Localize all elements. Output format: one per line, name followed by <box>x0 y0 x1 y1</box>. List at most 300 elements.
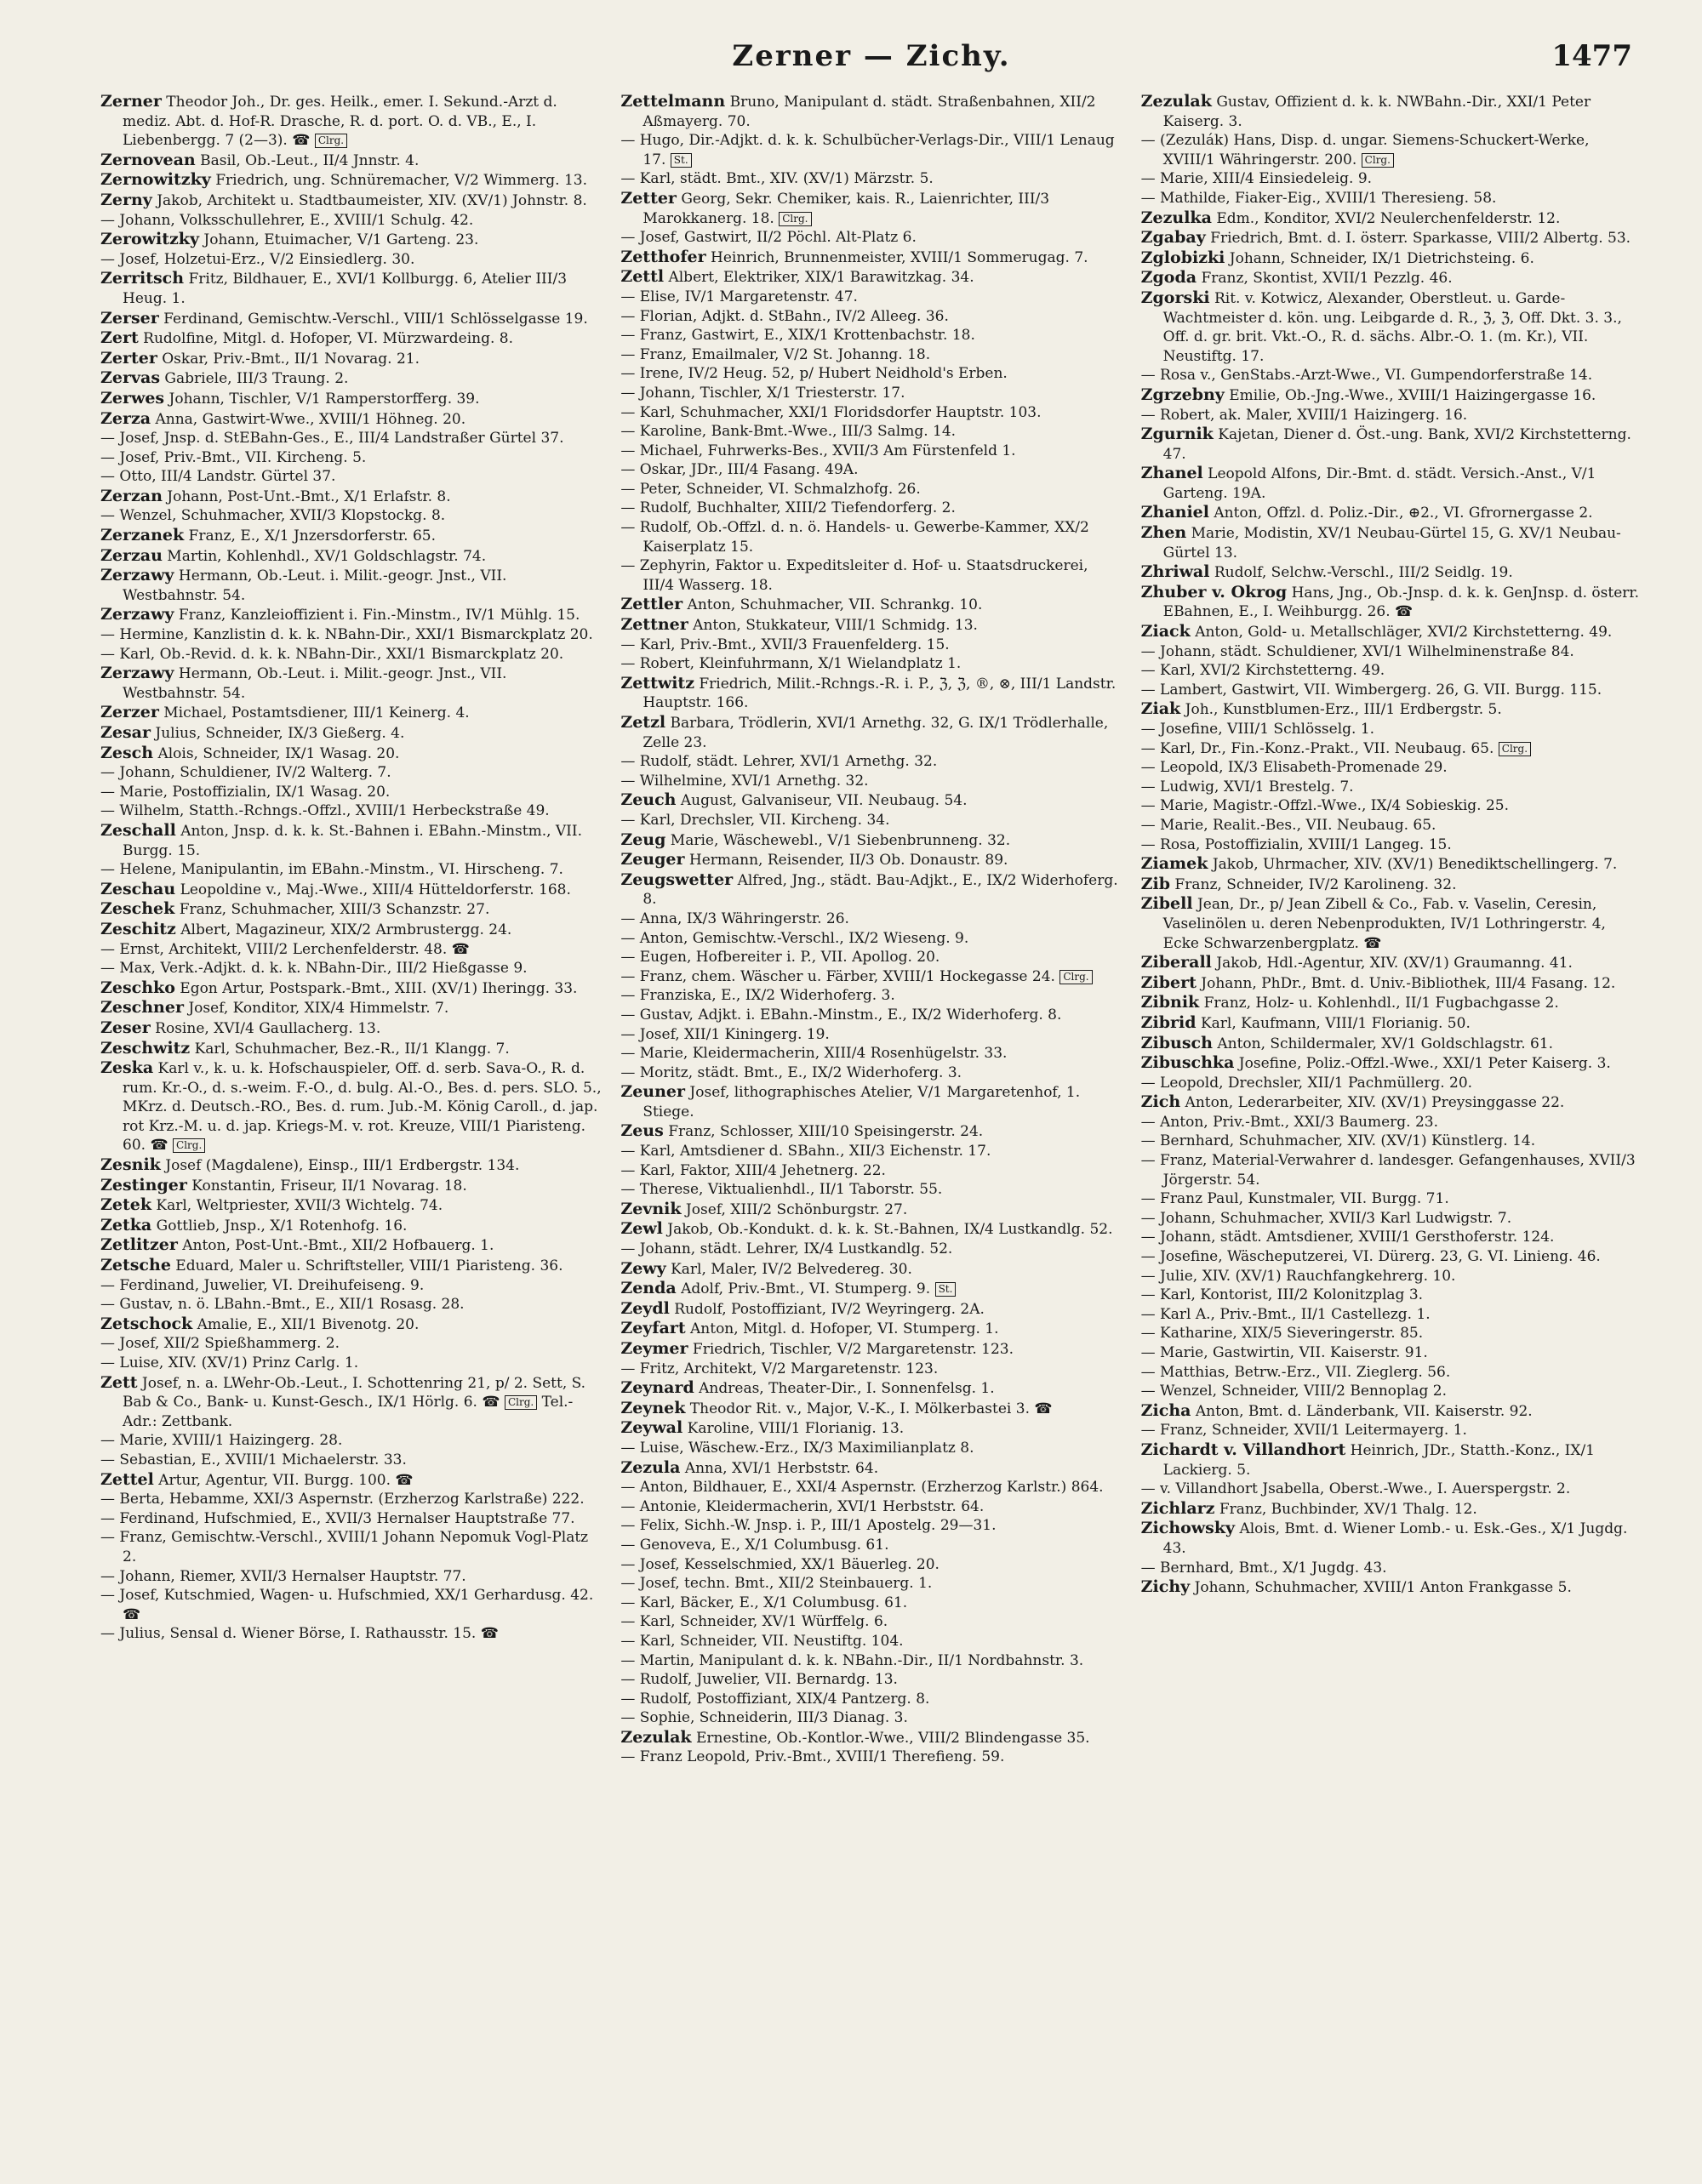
entry-details: — Karl, Drechsler, VII. Kircheng. 34. <box>620 811 890 829</box>
entry-surname: Zhen <box>1140 523 1187 543</box>
directory-entry <box>620 1339 1122 1360</box>
entry-details: — Karl A., Priv.-Bmt., II/1 Castellezg. 1. <box>1140 1305 1431 1323</box>
entry-surname: Zeschau <box>100 879 176 898</box>
directory-entry <box>100 1256 602 1276</box>
entry-surname: Zettwitz <box>620 673 694 693</box>
entry-details: Anton, Post-Unt.-Bmt., XII/2 Hofbauerg. 1. <box>177 1237 494 1255</box>
entry-details: Karl, Schuhmacher, Bez.-R., II/1 Klangg. 7. <box>190 1040 510 1058</box>
directory-sub-entry <box>100 645 602 664</box>
directory-sub-entry <box>100 1295 602 1314</box>
directory-sub-entry <box>1141 1228 1642 1247</box>
directory-entry <box>100 328 602 349</box>
directory-entry <box>1141 523 1642 562</box>
entry-details: — Karl, XVI/2 Kirchstetterng. 49. <box>1140 662 1385 680</box>
entry-details: Albert, Magazineur, XIX/2 Armbrustergg. 24. <box>175 921 512 938</box>
directory-entry <box>100 821 602 860</box>
entry-details: — Hugo, Dir.-Adjkt. d. k. k. Schulbücher-Verlags-Dir., VIII/1 Lenaug 17. <box>620 132 1115 168</box>
entry-details: — Karl, Schneider, XV/1 Würffelg. 6. <box>620 1613 888 1631</box>
registration-badge: Clrg. <box>173 1138 205 1153</box>
entry-details: — Josef, Kutschmied, Wagen- u. Hufschmied, XX/1 Gerhardusg. 42. ☎ <box>100 1587 594 1623</box>
entry-surname: Zesnik <box>100 1155 161 1175</box>
directory-entry <box>100 1039 602 1059</box>
entry-surname: Zeschner <box>100 998 184 1018</box>
entry-surname: Zeska <box>100 1058 154 1078</box>
entry-details: Anton, Gold- u. Metallschläger, XVI/2 Kirchstetterng. 49. <box>1190 624 1613 642</box>
directory-sub-entry <box>620 1142 1122 1161</box>
entry-details: — Bernhard, Bmt., X/1 Jugdg. 43. <box>1140 1559 1387 1577</box>
directory-sub-entry <box>620 752 1122 772</box>
entry-details: Karl v., k. u. k. Hofschauspieler, Off. d. serb. Sava-O., R. d. rum. Kr.-O., d. s.-weim. F.-O., d. bulg. Al.-O., Bes. d. pers. SLO. 5., MKrz. d. Deutsch.-RO., Bes. d. rum. Jub.-M. König Caroll., d. jap. rot Krz.-M. u. d. jap. Kriegs-M. v. rot. Kreuze, VIII/1 Piaristeng. 60. ☎ <box>123 1060 602 1155</box>
directory-sub-entry <box>620 948 1122 967</box>
entry-details: Ernestine, Ob.-Kontlor.-Wwe., VIII/2 Blindengasse 35. <box>691 1729 1090 1747</box>
entry-details: Rudolf, Selchw.-Verschl., III/2 Seidlg. 19. <box>1209 564 1513 582</box>
directory-entry <box>620 1378 1122 1399</box>
entry-details: Leopold Alfons, Dir.-Bmt. d. städt. Versich.-Anst., V/1 Garteng. 19A. <box>1162 465 1596 502</box>
directory-sub-entry <box>620 1025 1122 1045</box>
entry-details: — Josef, Priv.-Bmt., VII. Kircheng. 5. <box>100 448 367 466</box>
registration-badge: St. <box>671 153 692 168</box>
directory-entry <box>100 230 602 250</box>
directory-sub-entry <box>620 1555 1122 1575</box>
directory-entry <box>100 998 602 1018</box>
entry-surname: Zgoda <box>1140 268 1197 288</box>
entry-details: Alfred, Jng., städt. Bau-Adjkt., E., IX/2 Widerhoferg. 8. <box>643 871 1118 909</box>
entry-surname: Zerser <box>100 308 159 328</box>
entry-surname: Zeydl <box>620 1298 670 1318</box>
directory-sub-entry <box>620 1651 1122 1671</box>
entry-surname: Zerritsch <box>100 269 185 288</box>
entry-details: — Karl, Kontorist, III/2 Kolonitzplag 3. <box>1140 1286 1424 1304</box>
entry-surname: Zhuber v. Okrog <box>1140 582 1288 602</box>
entry-details: Fritz, Bildhauer, E., XVI/1 Kollburgg. 6, Atelier III/3 Heug. 1. <box>123 271 568 307</box>
entry-details: Martin, Kohlenhdl., XV/1 Goldschlagstr. 74. <box>162 547 487 565</box>
directory-sub-entry <box>620 1516 1122 1536</box>
entry-details: — Bernhard, Schuhmacher, XIV. (XV/1) Künstlerg. 14. <box>1140 1132 1536 1150</box>
directory-entry <box>1141 228 1642 248</box>
entry-details: — Leopold, IX/3 Elisabeth-Promenade 29. <box>1140 759 1448 777</box>
entry-details: — Lambert, Gastwirt, VII. Wimbergerg. 26, G. VII. Burgg. 115. <box>1140 681 1602 699</box>
directory-entry <box>100 703 602 723</box>
directory-entry <box>1141 993 1642 1013</box>
entry-details: Gabriele, III/3 Traung. 2. <box>160 370 349 388</box>
entry-details: Oskar, Priv.-Bmt., II/1 Novarag. 21. <box>157 350 420 368</box>
directory-sub-entry <box>620 654 1122 674</box>
directory-sub-entry <box>1141 796 1642 816</box>
entry-details: — Johann, Tischler, X/1 Triesterstr. 17. <box>620 384 905 402</box>
entry-surname: Zibell <box>1140 894 1193 914</box>
entry-details: — Karl, Priv.-Bmt., XVII/3 Frauenfelderg. 15. <box>620 636 950 653</box>
entry-details: Josef, lithographisches Atelier, V/1 Margaretenhof, 1. Stiege. <box>643 1084 1081 1121</box>
directory-entry <box>100 920 602 940</box>
entry-surname: Zhaniel <box>1140 503 1209 522</box>
directory-sub-entry <box>100 860 602 880</box>
entry-surname: Ziamek <box>1140 854 1208 874</box>
directory-column-left <box>100 92 602 1767</box>
directory-entry <box>100 1314 602 1335</box>
entry-surname: Zibnik <box>1140 993 1200 1012</box>
entry-details: — Franziska, E., IX/2 Widerhoferg. 3. <box>620 987 895 1005</box>
entry-details: Theodor Joh., Dr. ges. Heilk., emer. I. Sekund.-Arzt d. mediz. Abt. d. Hof-R. Drasche, R. d. port. O. d. VB., E., I. Liebenbergg. 7 (2—3). ☎ <box>123 94 557 150</box>
entry-details: — Robert, Kleinfuhrmann, X/1 Wielandplatz 1. <box>620 655 962 673</box>
entry-details: — Sophie, Schneiderin, III/3 Dianag. 3. <box>620 1709 908 1727</box>
entry-surname: Zeschwitz <box>100 1038 191 1058</box>
entry-details: — Marie, XVIII/1 Haizingerg. 28. <box>100 1432 343 1450</box>
directory-sub-entry <box>1141 739 1642 759</box>
entry-details: — Ferdinand, Juwelier, VI. Dreihufeiseng. 9. <box>100 1276 425 1294</box>
entry-details: — Johann, städt. Amtsdiener, XVIII/1 Gersthoferstr. 124. <box>1140 1229 1555 1246</box>
entry-details: Johann, Post-Unt.-Bmt., X/1 Erlafstr. 8. <box>162 488 451 505</box>
entry-surname: Zewy <box>620 1258 666 1278</box>
directory-entry <box>1141 1401 1642 1422</box>
entry-details: — Josef, Holzetui-Erz., V/2 Einsiedlerg. 30. <box>100 250 415 268</box>
entry-details: — Marie, Gastwirtin, VII. Kaiserstr. 91. <box>1140 1344 1428 1361</box>
entry-surname: Zeser <box>100 1018 151 1037</box>
entry-surname: Zeynard <box>620 1378 694 1398</box>
entry-surname: Zgrzebny <box>1140 385 1225 404</box>
entry-details: — Oskar, JDr., III/4 Fasang. 49A. <box>620 461 859 479</box>
entry-details: — Karl, Amtsdiener d. SBahn., XII/3 Eichenstr. 17. <box>620 1143 991 1160</box>
directory-sub-entry <box>1141 720 1642 739</box>
entry-details: Josef (Magdalene), Einsp., III/1 Erdbergstr. 134. <box>160 1157 520 1175</box>
directory-entry <box>100 151 602 171</box>
entry-details: — Marie, Magistr.-Offzl.-Wwe., IX/4 Sobieskig. 25. <box>1140 797 1509 815</box>
directory-sub-entry <box>620 364 1122 384</box>
entry-details: — Fritz, Architekt, V/2 Margaretenstr. 123. <box>620 1360 939 1377</box>
entry-details: Josef, XIII/2 Schönburgstr. 27. <box>681 1200 908 1218</box>
entry-surname: Zenda <box>620 1279 677 1298</box>
directory-sub-entry <box>1141 189 1642 208</box>
directory-entry <box>100 1235 602 1256</box>
directory-sub-entry <box>620 1612 1122 1632</box>
directory-entry <box>620 674 1122 713</box>
entry-details: — Martin, Manipulant d. k. k. NBahn.-Dir., II/1 Nordbahnstr. 3. <box>620 1651 1084 1669</box>
entry-surname: Zewl <box>620 1219 663 1239</box>
directory-sub-entry <box>620 1439 1122 1458</box>
directory-sub-entry <box>1141 1209 1642 1229</box>
directory-entry <box>620 790 1122 811</box>
entry-surname: Zezulak <box>620 1727 692 1747</box>
directory-entry <box>1141 1053 1642 1074</box>
entry-details: Michael, Postamtsdiener, III/1 Keinerg. 4. <box>158 704 470 722</box>
entry-details: Anton, Mitgl. d. Hofoper, VI. Stumperg. 1. <box>685 1320 999 1338</box>
entry-surname: Zglobizki <box>1140 248 1225 267</box>
directory-entry <box>620 615 1122 636</box>
entry-surname: Ziberall <box>1140 953 1212 972</box>
directory-entry <box>1141 425 1642 464</box>
entry-surname: Zich <box>1140 1092 1181 1112</box>
directory-sub-entry <box>620 1632 1122 1651</box>
directory-sub-entry <box>620 1574 1122 1594</box>
entry-details: — Michael, Fuhrwerks-Bes., XVII/3 Am Fürstenfeld 1. <box>620 442 1016 459</box>
entry-details: — Anton, Priv.-Bmt., XXI/3 Baumerg. 23. <box>1140 1113 1438 1131</box>
entry-surname: Zichlarz <box>1140 1498 1215 1518</box>
entry-surname: Zettelmann <box>620 92 726 111</box>
directory-sub-entry <box>1141 1421 1642 1440</box>
directory-sub-entry <box>620 1063 1122 1083</box>
directory-entry <box>100 309 602 329</box>
directory-sub-entry <box>620 228 1122 248</box>
directory-sub-entry <box>100 1624 602 1644</box>
directory-sub-entry <box>620 556 1122 595</box>
directory-entry <box>100 526 602 546</box>
directory-sub-entry <box>620 1594 1122 1613</box>
entry-surname: Zeywal <box>620 1418 683 1438</box>
directory-sub-entry <box>1141 406 1642 425</box>
entry-details: — Franz, Emailmaler, V/2 St. Johanng. 18. <box>620 345 931 363</box>
entry-surname: Zgabay <box>1140 228 1206 248</box>
entry-details: Anton, Bmt. d. Länderbank, VII. Kaiserstr. 92. <box>1191 1402 1533 1420</box>
directory-entry <box>1141 268 1642 288</box>
directory-entry <box>100 546 602 567</box>
entry-details: — Marie, Kleidermacherin, XIII/4 Rosenhügelstr. 33. <box>620 1045 1008 1063</box>
directory-entry <box>1141 1092 1642 1113</box>
directory-entry <box>620 870 1122 910</box>
directory-sub-entry <box>620 1044 1122 1063</box>
entry-details: — Rosa v., GenStabs.-Arzt-Wwe., VI. Gumpendorferstraße 14. <box>1140 367 1593 385</box>
entry-details: Adolf, Priv.-Bmt., VI. Stumperg. 9. <box>676 1280 935 1298</box>
directory-sub-entry <box>620 1161 1122 1181</box>
entry-surname: Zerzer <box>100 703 159 722</box>
directory-entry <box>620 1728 1122 1748</box>
directory-entry <box>1141 385 1642 406</box>
entry-details: Anna, XVI/1 Herbststr. 64. <box>680 1459 879 1477</box>
entry-details: Franz, Buchbinder, XV/1 Thalg. 12. <box>1214 1500 1477 1518</box>
directory-sub-entry <box>1141 1132 1642 1151</box>
directory-sub-entry <box>1141 681 1642 700</box>
entry-details: — Anna, IX/3 Währingerstr. 26. <box>620 910 849 927</box>
directory-entry <box>1141 699 1642 720</box>
entry-details: Basil, Ob.-Leut., II/4 Jnnstr. 4. <box>195 151 420 169</box>
entry-details: Rudolf, Postoffiziant, IV/2 Weyringerg. 2A. <box>669 1300 985 1318</box>
entry-details: — Johann, Schuhmacher, XVII/3 Karl Ludwigstr. 7. <box>1140 1209 1512 1227</box>
directory-entry <box>1141 973 1642 994</box>
directory-entry <box>100 605 602 625</box>
directory-entry <box>1141 464 1642 503</box>
entry-details: Anton, Schuhmacher, VII. Schrankg. 10. <box>683 596 983 614</box>
directory-sub-entry <box>620 1708 1122 1728</box>
entry-details: Kajetan, Diener d. Öst.-ung. Bank, XVI/2 Kirchstetterng. 47. <box>1162 426 1631 463</box>
directory-sub-entry <box>100 1451 602 1470</box>
entry-details: — Rudolf, Buchhalter, XIII/2 Tiefendorferg. 2. <box>620 499 956 517</box>
directory-sub-entry <box>620 384 1122 403</box>
directory-sub-entry <box>100 1276 602 1296</box>
entry-details: — Josef, Kesselschmied, XX/1 Bäuerleg. 20. <box>620 1555 940 1573</box>
entry-details: — Berta, Hebamme, XXI/3 Aspernstr. (Erzherzog Karlstraße) 222. <box>100 1491 585 1508</box>
directory-sub-entry <box>1141 1559 1642 1578</box>
entry-surname: Zerza <box>100 408 151 428</box>
entry-details: Emilie, Ob.-Jng.-Wwe., XVIII/1 Haizingergasse 16. <box>1224 386 1596 404</box>
directory-sub-entry <box>1141 1267 1642 1286</box>
directory-column-middle <box>620 92 1122 1767</box>
entry-details: — Karl, Faktor, XIII/4 Jehetnerg. 22. <box>620 1161 886 1179</box>
directory-entry <box>620 1219 1122 1240</box>
entry-details: — Karl, Schneider, VII. Neustiftg. 104. <box>620 1632 904 1650</box>
entry-details: — Anton, Bildhauer, E., XXI/4 Aspernstr. (Erzherzog Karlstr.) 864. <box>620 1479 1104 1497</box>
entry-surname: Zettel <box>100 1469 154 1489</box>
entry-details: Heinrich, Brunnenmeister, XVIII/1 Sommerugag. 7. <box>705 248 1088 266</box>
directory-entry <box>620 1299 1122 1320</box>
entry-surname: Zezulak <box>1140 92 1212 111</box>
entry-surname: Zeuger <box>620 850 685 870</box>
directory-sub-entry <box>100 783 602 802</box>
directory-sub-entry <box>100 959 602 978</box>
directory-entry <box>1141 208 1642 229</box>
entry-details: — Florian, Adjkt. d. StBahn., IV/2 Alleeg. 36. <box>620 307 949 325</box>
directory-sub-entry <box>1141 131 1642 169</box>
entry-details: — Josef, techn. Bmt., XII/2 Steinbauerg. 1. <box>620 1575 933 1593</box>
entry-details: — Karl, Bäcker, E., X/1 Columbusg. 61. <box>620 1594 908 1611</box>
entry-surname: Zhanel <box>1140 464 1203 483</box>
directory-entry <box>100 1216 602 1236</box>
entry-details: Franz, Holz- u. Kohlenhdl., II/1 Fugbachgasse 2. <box>1199 995 1559 1012</box>
directory-entry <box>620 1418 1122 1439</box>
entry-details: Anton, Offzl. d. Poliz.-Dir., ⊕2., VI. Gfrornergasse 2. <box>1209 505 1593 522</box>
entry-details: Marie, Modistin, XV/1 Neubau-Gürtel 15, G. XV/1 Neubau-Gürtel 13. <box>1162 525 1621 562</box>
registration-badge: Clrg. <box>779 212 811 226</box>
entry-details: Alois, Schneider, IX/1 Wasag. 20. <box>153 744 400 762</box>
directory-sub-entry <box>100 940 602 960</box>
entry-details: Heinrich, JDr., Statth.-Konz., IX/1 Lackierg. 5. <box>1162 1441 1595 1479</box>
entry-details: Jakob, Architekt u. Stadtbaumeister, XIV. (XV/1) Johnstr. 8. <box>151 191 587 209</box>
entry-details: — Franz Leopold, Priv.-Bmt., XVIII/1 Therefieng. 59. <box>620 1748 1005 1766</box>
entry-details: — Elise, IV/1 Margaretenstr. 47. <box>620 288 858 305</box>
entry-surname: Zezulka <box>1140 208 1212 227</box>
entry-details: Joh., Kunstblumen-Erz., III/1 Erdbergstr. 5. <box>1180 701 1502 719</box>
entry-details: — Rudolf, städt. Lehrer, XVI/1 Arnethg. 32. <box>620 753 938 771</box>
entry-details: — Josef, Gastwirt, II/2 Pöchl. Alt-Platz 6. <box>620 229 917 247</box>
directory-entry <box>1141 1577 1642 1598</box>
directory-sub-entry <box>620 772 1122 791</box>
entry-details: — Josef, Jnsp. d. StEBahn-Ges., E., III/4 Landstraßer Gürtel 37. <box>100 430 564 448</box>
entry-details: Hermann, Reisender, II/3 Ob. Donaustr. 89. <box>684 852 1008 870</box>
entry-surname: Zert <box>100 328 139 348</box>
directory-sub-entry <box>620 442 1122 461</box>
entry-details: Albert, Elektriker, XIX/1 Barawitzkag. 34. <box>664 269 974 287</box>
directory-entry <box>100 170 602 191</box>
page-number: 1477 <box>1551 39 1632 73</box>
entry-details: Barbara, Trödlerin, XVI/1 Arnethg. 32, G. IX/1 Trödlerhalle, Zelle 23. <box>643 715 1109 751</box>
entry-surname: Zeschitz <box>100 919 176 938</box>
entry-surname: Zichowsky <box>1140 1519 1236 1538</box>
entry-details: — Johann, städt. Schuldiener, XVI/1 Wilhelminenstraße 84. <box>1140 642 1574 660</box>
entry-details: — Antonie, Kleidermacherin, XVI/1 Herbststr. 64. <box>620 1497 985 1515</box>
entry-surname: Zesar <box>100 723 151 742</box>
entry-surname: Zettler <box>620 595 683 614</box>
entry-details: — Rudolf, Juwelier, VII. Bernardg. 13. <box>620 1671 898 1689</box>
entry-surname: Zibusch <box>1140 1033 1213 1052</box>
directory-entry <box>100 1155 602 1176</box>
entry-surname: Zgurnik <box>1140 425 1214 444</box>
directory-sub-entry <box>620 910 1122 929</box>
directory-sub-entry <box>1141 1480 1642 1499</box>
directory-entry <box>620 713 1122 752</box>
directory-entry <box>620 1458 1122 1479</box>
directory-sub-entry <box>620 1478 1122 1497</box>
directory-sub-entry <box>100 448 602 468</box>
entry-details: — Peter, Schneider, VI. Schmalzhofg. 26. <box>620 480 921 498</box>
entry-details: Johann, Tischler, V/1 Ramperstorfferg. 39. <box>164 390 480 408</box>
entry-surname: Zetzl <box>620 713 666 732</box>
running-head: Zerner — Zichy. <box>732 39 1011 73</box>
registration-badge: Clrg. <box>505 1395 537 1410</box>
entry-details: — v. Villandhort Jsabella, Oberst.-Wwe., I. Auerspergstr. 2. <box>1140 1480 1571 1498</box>
entry-details: — Hermine, Kanzlistin d. k. k. NBahn-Dir., XXI/1 Bismarckplatz 20. <box>100 626 593 644</box>
entry-surname: Zeus <box>620 1121 664 1141</box>
directory-sub-entry <box>100 467 602 487</box>
directory-entry <box>1141 622 1642 642</box>
directory-entry <box>100 880 602 900</box>
entry-surname: Zettner <box>620 615 688 635</box>
entry-details: Franz, Schuhmacher, XIII/3 Schanzstr. 27. <box>174 901 490 919</box>
entry-details: — Ferdinand, Hufschmied, E., XVII/3 Hernalser Hauptstraße 77. <box>100 1509 575 1527</box>
entry-details: Franz, E., X/1 Jnzersdorferstr. 65. <box>184 527 436 545</box>
entry-details: Franz, Schlosser, XIII/10 Speisingerstr. 24. <box>663 1123 984 1141</box>
entry-surname: Zeschall <box>100 820 176 840</box>
directory-entry <box>1141 854 1642 875</box>
directory-entry <box>100 1373 602 1432</box>
directory-entry <box>620 1259 1122 1280</box>
entry-details: Andreas, Theater-Dir., I. Sonnenfelsg. 1. <box>694 1380 995 1398</box>
entry-details: Edm., Konditor, XVI/2 Neulerchenfelderstr. 12. <box>1211 209 1561 227</box>
directory-entry <box>620 850 1122 870</box>
entry-surname: Zervas <box>100 368 161 388</box>
directory-sub-entry <box>620 499 1122 518</box>
directory-entry <box>620 1399 1122 1419</box>
entry-surname: Zezula <box>620 1457 681 1477</box>
entry-details: Anton, Stukkateur, VIII/1 Schmidg. 13. <box>688 617 978 635</box>
entry-details: Karl, Maler, IV/2 Belvedereg. 30. <box>665 1260 912 1278</box>
directory-sub-entry <box>1141 1343 1642 1363</box>
entry-details: Hermann, Ob.-Leut. i. Milit.-geogr. Jnst., VII. Westbahnstr. 54. <box>123 567 507 604</box>
directory-sub-entry <box>620 169 1122 189</box>
entry-surname: Zerowitzky <box>100 230 199 249</box>
entry-details: — Wenzel, Schuhmacher, XVII/3 Klopstockg. 8. <box>100 507 446 525</box>
entry-details: — Josef, XII/2 Spießhammerg. 2. <box>100 1335 340 1353</box>
entry-details: — Rudolf, Ob.-Offzl. d. n. ö. Handels- u. Gewerbe-Kammer, XX/2 Kaiserplatz 15. <box>620 519 1089 556</box>
entry-surname: Zestinger <box>100 1175 187 1195</box>
entry-surname: Zesch <box>100 743 154 762</box>
entry-details: Anton, Lederarbeiter, XIV. (XV/1) Preysinggasse 22. <box>1180 1094 1565 1112</box>
entry-surname: Zetlitzer <box>100 1235 178 1255</box>
directory-sub-entry <box>100 250 602 270</box>
directory-entry <box>620 1319 1122 1339</box>
entry-details: — Moritz, städt. Bmt., E., IX/2 Widerhoferg. 3. <box>620 1063 962 1081</box>
entry-details: Karl, Kaufmann, VIII/1 Florianig. 50. <box>1196 1014 1471 1032</box>
directory-sub-entry <box>1141 1382 1642 1401</box>
entry-details: Friedrich, Bmt. d. I. österr. Sparkasse, VIII/2 Albertg. 53. <box>1205 230 1631 248</box>
directory-sub-entry <box>100 506 602 526</box>
directory-sub-entry <box>620 1497 1122 1517</box>
entry-details: — Wilhelm, Statth.-Rchngs.-Offzl., XVIII/1 Herbeckstraße 49. <box>100 802 550 820</box>
directory-sub-entry <box>620 1240 1122 1259</box>
entry-details: — Therese, Viktualienhdl., II/1 Taborstr. 55. <box>620 1181 943 1199</box>
directory-entry <box>1141 894 1642 953</box>
entry-details: — Rudolf, Postoffiziant, XIX/4 Pantzerg. 8. <box>620 1690 930 1708</box>
directory-entry <box>100 191 602 211</box>
entry-details: Theodor Rit. v., Major, V.-K., I. Mölkerbastei 3. ☎ <box>685 1400 1053 1417</box>
entry-surname: Ziak <box>1140 699 1181 719</box>
entry-details: Johann, PhDr., Bmt. d. Univ.-Bibliothek, III/4 Fasang. 12. <box>1196 974 1616 992</box>
directory-entry <box>100 389 602 409</box>
directory-sub-entry <box>100 1354 602 1373</box>
entry-details: Rosine, XVI/4 Gaullacherg. 13. <box>150 1019 381 1037</box>
directory-sub-entry <box>620 131 1122 169</box>
entry-surname: Zicha <box>1140 1400 1191 1420</box>
entry-details: Ferdinand, Gemischtw.-Verschl., VIII/1 Schlösselgasse 19. <box>158 310 588 328</box>
entry-surname: Zerny <box>100 190 152 209</box>
directory-entry <box>1141 1013 1642 1034</box>
directory-entry <box>620 92 1122 131</box>
